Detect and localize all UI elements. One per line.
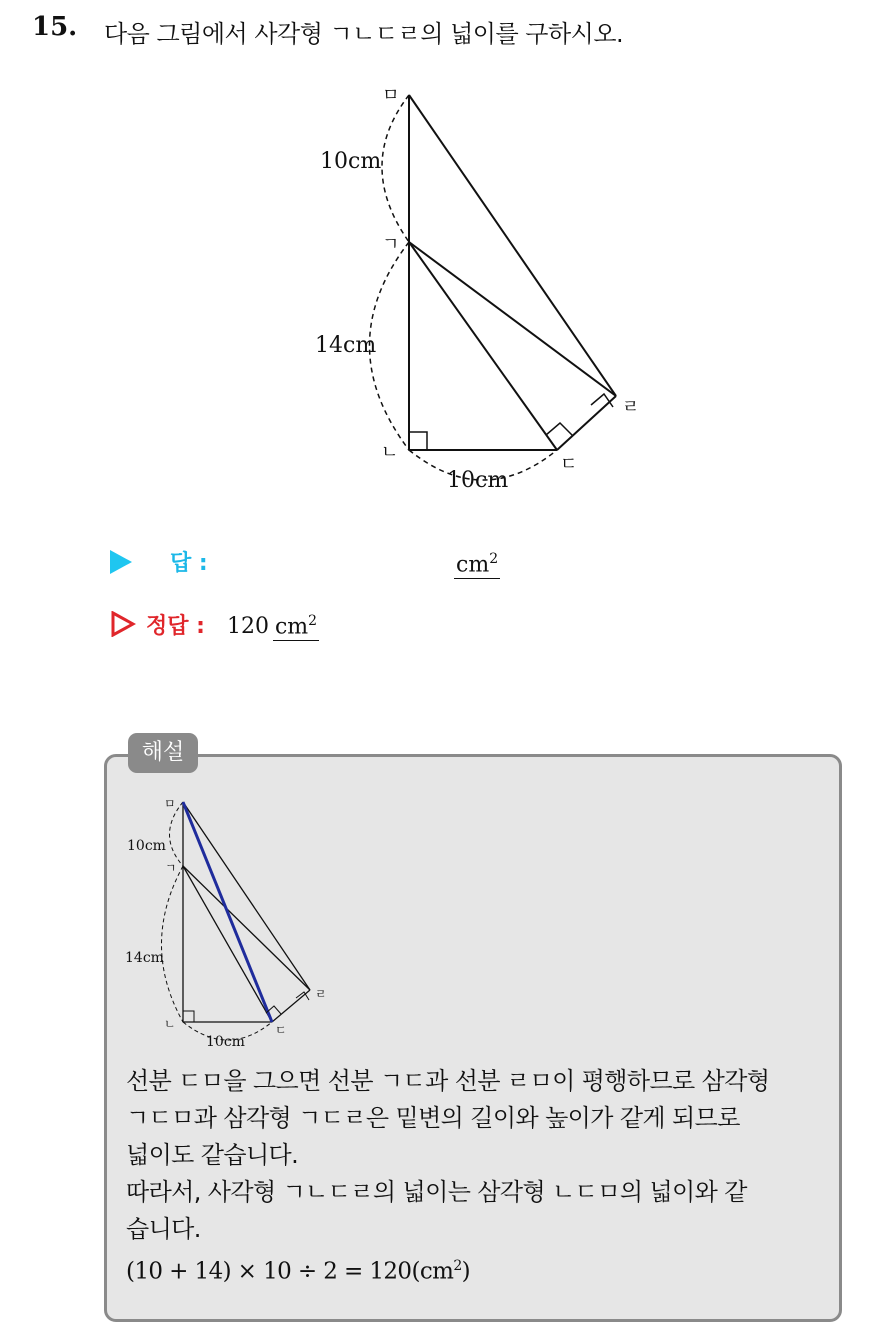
right-angle-d: [546, 423, 573, 436]
measure-left: 14cm: [315, 333, 377, 358]
play-icon: [110, 550, 132, 574]
label-n: ㄴ: [381, 442, 399, 463]
exp-label-r: ㄹ: [315, 987, 327, 1001]
exp-label-n: ㄴ: [164, 1017, 176, 1031]
correct-answer-value: 120: [226, 614, 269, 639]
diagonal-d-m: [183, 802, 272, 1022]
explanation-line: ㄱㄷㅁ과 삼각형 ㄱㄷㄹ은 밑변의 길이와 높이가 같게 되므로: [126, 1104, 740, 1132]
main-figure: [0, 0, 884, 520]
answer-label: 답 :: [170, 551, 208, 576]
line-g-r: [409, 242, 616, 396]
right-angle-n: [409, 432, 427, 450]
measure-top: 10cm: [320, 149, 382, 174]
label-d: ㄷ: [560, 454, 578, 475]
explanation-text: [126, 1063, 832, 1291]
explanation-line: 넓이도 같습니다.: [126, 1141, 299, 1169]
play-outline-icon: [110, 611, 136, 637]
explanation-line: 습니다.: [126, 1215, 201, 1243]
line-d-r: [557, 396, 616, 450]
question-text: 다음 그림에서 사각형 ㄱㄴㄷㄹ의 넓이를 구하시오.: [104, 20, 624, 48]
answer-row: [110, 546, 208, 577]
arc-top: [382, 95, 409, 242]
exp-label-g: ㄱ: [165, 861, 177, 875]
correct-answer-label: 정답 :: [146, 614, 205, 639]
exp-measure-top: 10cm: [127, 838, 166, 854]
exp-measure-bottom: 10cm: [206, 1034, 245, 1050]
correct-answer-row: [110, 607, 319, 641]
measure-bottom: 10cm: [447, 468, 509, 493]
line-m-r: [409, 95, 616, 396]
line-g-d: [409, 242, 557, 450]
label-g: ㄱ: [382, 234, 400, 255]
label-m: ㅁ: [382, 85, 400, 106]
explanation-line: 따라서, 사각형 ㄱㄴㄷㄹ의 넓이는 삼각형 ㄴㄷㅁ의 넓이와 같: [126, 1178, 747, 1206]
label-r: ㄹ: [622, 397, 640, 418]
explanation-figure: [112, 790, 352, 1055]
explanation-formula: $(10 + 14) \times 10 \div 2 = 120(cm^2)$: [126, 1258, 471, 1285]
explanation-line: 선분 ㄷㅁ을 그으면 선분 ㄱㄷ과 선분 ㄹㅁ이 평행하므로 삼각형: [126, 1067, 770, 1095]
exp-label-d: ㄷ: [275, 1023, 287, 1037]
answer-unit: $cm^2$: [454, 546, 500, 579]
exp-label-m: ㅁ: [164, 797, 176, 811]
exp-measure-left: 14cm: [125, 950, 164, 966]
question-number: 15.: [32, 12, 78, 42]
correct-answer-unit: $cm^2$: [273, 608, 319, 641]
explanation-tab: 해설: [128, 733, 198, 773]
